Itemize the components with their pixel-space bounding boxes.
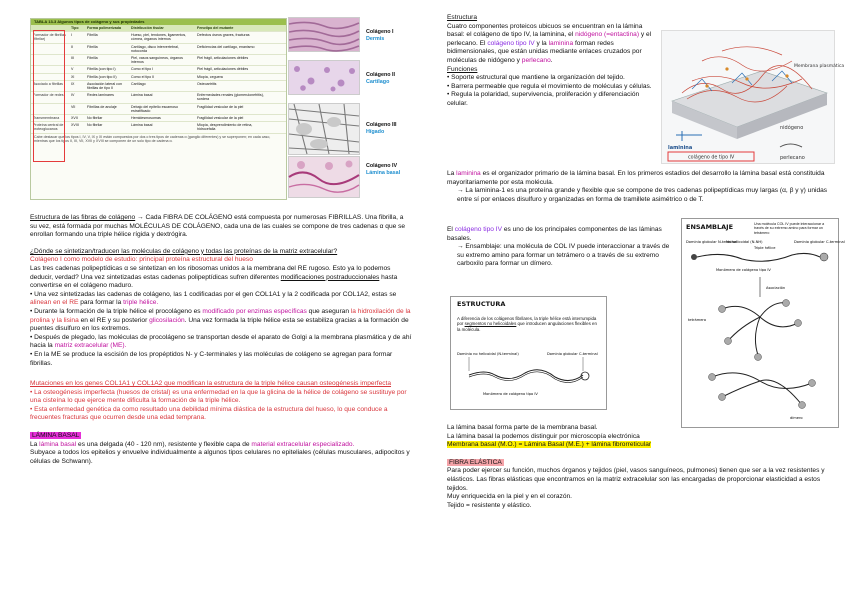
table-cell: IX — [71, 81, 75, 86]
table-header-cell: Fenotipo del mutante — [197, 26, 234, 30]
fig3d-label-perlecan: perlecano — [780, 155, 805, 161]
structure-figure-text: A diferencia de los colágenos fibrilares, la triple hélice está interrumpida por segmentos no helicoidales que introducen angulaciones flexibles en la molécula. — [457, 316, 597, 332]
assembly-label-n: Dominio globular N-terminal — [686, 240, 737, 244]
table-cell: Fragilidad vesicular de la piel — [197, 116, 244, 121]
synthesis-bullet-4: • En la ME se produce la escisión de los propéptidos N- y C-terminales y las moléculas de colágeno se agregan para formar fibrillas. — [30, 350, 393, 367]
table-cell: Formador de redes — [33, 93, 64, 98]
laminin-section — [447, 170, 837, 204]
table-row — [31, 122, 286, 133]
table-cell: Piel frágil, articulaciones débiles — [197, 67, 249, 72]
table-cell: Defectos óseos graves, fracturas — [197, 33, 250, 38]
table-cell: Enfermedades renales (glomerulonefritis), sordera — [197, 93, 264, 102]
fig3d-label-col4: colágeno de tipo IV — [688, 155, 735, 161]
basal-lamina-paragraph-1: La lámina basal es una delgada (40 - 120 nm), resistente y flexible capa de material extracelular especializado. — [30, 440, 355, 448]
table-row — [31, 74, 286, 81]
fig3d-label-nidogen: nidógeno — [780, 125, 804, 131]
table-cell: Lámina basal — [131, 123, 153, 128]
elastic-fiber-note-2: Tejido = resistente y elástico. — [447, 501, 532, 509]
collagen-iv-section — [447, 226, 675, 269]
assembly-label-dimer: dímero — [790, 416, 803, 420]
assembly-figure-title: ENSAMBLAJE — [686, 223, 734, 231]
synthesis-bullet-2: • Durante la formación de la triple hélice el procolágeno es modificado por enzimas específicas que aseguran la hidroxilación de la prolina y la lisina en el RE y su posterior glicosilación. Una vez formada la triple hélice esta se estabiliza gracias a la formación de puentes disulfuro en los extremos. — [30, 307, 411, 333]
table-cell: Fibrilla — [87, 56, 98, 61]
basal-lamina-3d-figure — [661, 30, 845, 164]
fig3d-label-laminin: laminina — [668, 145, 693, 151]
table-header-cell: Forma polimerizada — [87, 26, 121, 30]
elastic-fiber-paragraph: Para poder ejercer su función, muchos órganos y tejidos (piel, vasos sanguíneos, pulmones) tienen que ser a la vez resistentes y elásticos. Las fibras elásticas que encontramos en la matriz extracelular son las encargadas de proporcionar elasticidad a estos tejidos. — [447, 467, 825, 492]
mutation-bullet-2: • Esta enfermedad genética da como resultado una debilidad mínima diástica de la estructura del hueso, lo que conduce a frecuentes fracturas que ocurren desde una edad temprana. — [30, 405, 388, 422]
table-cell: Piel frágil, articulaciones débiles — [197, 56, 249, 61]
table-cell: Asociado a fibrillas — [33, 81, 63, 86]
laminin-arrow-note: → La laminina-1 es una proteína grande y flexible que se compone de tres cadenas polipeptídicas muy largas (α, β y γ) unidas entre sí por enlaces disulfuro y organizadas en forma de tramillete asimétrico o de T. — [457, 187, 828, 203]
table-cell: Osteoartritis — [197, 81, 217, 86]
assembly-label-nh: No helicoidal (N-NH) — [726, 240, 763, 244]
table-cell: Como el tipo I — [131, 67, 154, 72]
micrograph-label-1: Colágeno I Dermis — [366, 29, 394, 42]
table-row — [31, 115, 286, 122]
table-cell: Fibrilla (con tipo I) — [87, 67, 116, 72]
structure-label-c: Dominio globular C-terminal — [547, 352, 598, 356]
basal-membrane-equation: Membrana basal (M.O.) = Lámina Basal (M.E.) + lámina fibrorreticular — [447, 441, 652, 449]
table-cell: V — [71, 67, 74, 72]
table-row — [31, 104, 286, 115]
structure-figure-diagram — [455, 349, 601, 405]
micrograph-label-4: Colágeno IV Lámina basal — [366, 163, 401, 176]
table-cell: Lámina basal — [131, 93, 153, 98]
table-cell: Hemidesmosomas — [131, 116, 161, 121]
structure-label-n: Dominio no helicoidal (N-terminal) — [457, 352, 519, 356]
collagen-iv-structure-figure — [450, 296, 607, 410]
micrograph-collagen-4 — [288, 156, 360, 198]
table-cell: Debajo del epitelio escamoso estratificado — [131, 104, 178, 113]
table-row — [31, 44, 286, 55]
synthesis-bullet-1: • Una vez sintetizadas las cadenas de colágeno, las 1 codificadas por el gen COL1A1 y la 2 codificada por COL1A2, estas se alinean en el RE para formar la triple hélice. — [30, 290, 397, 307]
right-text-bottom — [447, 424, 837, 510]
table-cell: No fibrilar — [87, 116, 103, 121]
collagen-structure-paragraph: Estructura de las fibras de colágeno → Cada FIBRA DE COLÁGENO está compuesta por numerosas FIBRILLAS. Una fibrilla, a su vez, está formada por muchas MOLÉCULAS DE COLÁGENO, cada una de las cuales se compone de tres cadenas α que se enrollan formando una triple hélice rígida y dextrógira. — [30, 214, 406, 239]
highlight-frame — [33, 30, 65, 162]
elastic-fiber-heading: FIBRA ELÁSTICA — [449, 458, 502, 466]
laminin-paragraph: La laminina es el organizador primario de la lámina basal. En los primeros estadios del desarrollo la lámina basal está constituida mayoritariamente por esta molécula. — [447, 170, 825, 186]
assembly-label-th: Triple hélice — [754, 246, 776, 250]
fig3d-label-membrane: Membrana plasmática — [794, 64, 845, 69]
table-cell: Piel, vasos sanguíneos, órganos internos — [131, 56, 183, 65]
structure-figure-title: ESTRUCTURA — [457, 300, 506, 308]
table-row — [31, 92, 286, 103]
table-cell: III — [71, 56, 74, 61]
table-cell: VII — [71, 104, 76, 109]
table-cell: XI — [71, 74, 75, 79]
structure-label-center: Monómero de colágeno tipo IV — [483, 392, 538, 396]
collagen-iv-assembly-figure — [681, 218, 845, 428]
collagen-iv-paragraph: El colágeno tipo IV es uno de los principales componentes de las láminas basales. — [447, 226, 662, 242]
table-cell: Fibrilla — [87, 33, 98, 38]
table-cell: XVII — [71, 116, 78, 121]
table-cell: Transmembrana — [33, 116, 60, 121]
table-cell: II — [71, 44, 73, 49]
assembly-label-c: Dominio globular C-terminal — [794, 240, 845, 244]
table-cell: Fibrilla (con tipo II) — [87, 74, 117, 79]
table-caption: Cabe destacar que los tipos I, IV, V, IX y XI están compuestos por dos o tres tipos de cadenas α (ganglio diferentes) y se superponen; en cada caso, mientras que los tipos II, III, VII, XVII y XVIII se componen de un solo tipo de cadena α. — [34, 134, 271, 143]
assembly-label-asoc: Asociación — [766, 286, 786, 290]
table-cell: Miopía, ceguera — [197, 74, 223, 79]
table-cell: Cartílago, disco intervertebral, notocorda — [131, 44, 179, 53]
table-cell: Hueso, piel, tendones, ligamentos, córnea, órganos internos — [131, 33, 187, 42]
structure-paragraph: Cuatro componentes proteicos ubicuos se encuentran en la lámina basal: el colágeno de tipo IV, la laminina, el nidógeno (=entactina) y el perlecano. El colágeno tipo IV y la laminina forman redes bidimensionales, que están unidas mediante enlaces cruzados por moléculas de nidógeno y perlecano. — [447, 22, 652, 64]
structure-heading: Estructura — [447, 14, 478, 21]
table-cell: XVIII — [71, 123, 79, 128]
table-cell: Fragilidad vesicular de la piel — [197, 104, 244, 109]
table-cell: Asociación lateral con fibrillas de tipo II — [87, 81, 122, 91]
table-cell: I — [71, 33, 72, 38]
mutation-bullet-1: • La osteogénesis imperfecta (huesos de cristal) es una enfermedad en la que la glicina de la hélice de colágeno se sustituye por una cisteína lo que ejerce mente dificulta la formación de la triple hélice. — [30, 388, 407, 405]
table-body — [31, 32, 286, 133]
collagen-iv-assembly-note: → Ensamblaje: una molécula de COL IV puede interaccionar a través de su extremo amino para formar un tetrámero o a través de su extremo carboxilo para formar un dímero. — [457, 243, 670, 268]
mutation-heading: Mutaciones en los genes COL1A1 y COL1A2 que modifican la estructura de la triple hélice causan osteogénesis imperfecta — [30, 380, 392, 388]
assembly-figure-diagram — [682, 237, 845, 425]
elastic-fiber-note-1: Muy enriquecida en la piel y en el corazón. — [447, 493, 572, 501]
table-row — [31, 55, 286, 66]
right-text-top — [447, 14, 656, 109]
micrograph-collagen-3 — [288, 103, 360, 155]
table-cell: Redes laminares — [87, 93, 114, 98]
basal-membrane-line-2: La lámina basal la podemos distinguir por microscopía electrónica — [447, 432, 640, 440]
left-text-column — [30, 214, 412, 466]
basal-lamina-heading: LÁMINA BASAL — [32, 432, 80, 440]
synthesis-intro: Las tres cadenas polipeptídicas α se sintetizan en los ribosomas unidos a la membrana del RE rugoso. Esto ya lo podemos deducir, verdad? Una vez sintetizadas estas cadenas polipeptídicas sufren diferentes modificaciones postraduccionales hasta convertirse en el colágeno maduro. — [30, 264, 398, 290]
micrograph-collagen-2 — [288, 60, 360, 95]
synthesis-bullet-3: • Después de plegado, las moléculas de procolágeno se transportan desde el aparato de Golgi a la membrana plasmática y de ahí hacia la matriz extracelular (ME). — [30, 333, 412, 350]
basal-membrane-line-1: La lámina basal forma parte de la membrana basal. — [447, 424, 598, 431]
table-cell: Como el tipo II — [131, 74, 155, 79]
micrograph-collagen-1 — [288, 17, 360, 52]
table-cell: Cartílago — [131, 81, 146, 86]
collagen-types-table-figure — [30, 18, 287, 200]
assembly-label-mono: Monómero de colágeno tipo IV — [716, 268, 771, 272]
table-cell: Proteína central de proteoglucanos — [33, 123, 64, 132]
micrograph-label-3: Colágeno III Hígado — [366, 122, 397, 135]
functions-heading: Funciones — [447, 65, 478, 73]
table-cell: Deficiencias del cartílago, enanismo — [197, 44, 255, 49]
synthesis-question-heading: ¿Dónde se sintetizan/traducen las moléculas de colágeno y todas las proteínas de la matriz extracelular? — [30, 247, 338, 255]
table-row — [31, 32, 286, 43]
function-2: • Barrera permeable que regula el movimiento de moléculas y células. — [447, 82, 652, 90]
table-title: TABLA 13-3 Algunos tipos de colágeno y sus propiedades — [31, 19, 286, 25]
assembly-label-tetramer: tetrámero — [688, 318, 707, 322]
table-row — [31, 81, 286, 92]
table-cell: Fibrilla — [87, 44, 98, 49]
assembly-figure-note: Una molécula COL IV puede interaccionar a través de su extremo amino para formar un tetrámero — [754, 222, 825, 235]
table-row — [31, 66, 286, 73]
table-cell: Formador de fibrillas (fibrilar) — [33, 33, 66, 42]
table-cell: IV — [71, 93, 75, 98]
basal-lamina-paragraph-2: Subyace a todos los epitelios y envuelve individualmente a algunos tipos celulares no epiteliales (células musculares, adipocitos y células de Schwann). — [30, 449, 410, 465]
table-header-cell: Distribución tisular — [131, 26, 164, 30]
table-header-cell: Tipo — [71, 26, 79, 30]
function-1: • Soporte estructural que mantiene la organización del tejido. — [447, 74, 625, 82]
model-subheading: Colágeno I como modelo de estudio: principal proteína estructural del hueso — [30, 256, 253, 264]
table-cell: Fibrillas de anclaje — [87, 104, 117, 109]
table-cell: No fibrilar — [87, 123, 103, 128]
table-cell: Miopía, desprendimiento de retina, hidrocefalia — [197, 123, 253, 132]
function-3: • Regula la polaridad, supervivencia, proliferación y diferenciación celular. — [447, 91, 640, 107]
micrograph-label-2: Colágeno II Cartílago — [366, 72, 396, 85]
table-header-row — [31, 25, 286, 32]
